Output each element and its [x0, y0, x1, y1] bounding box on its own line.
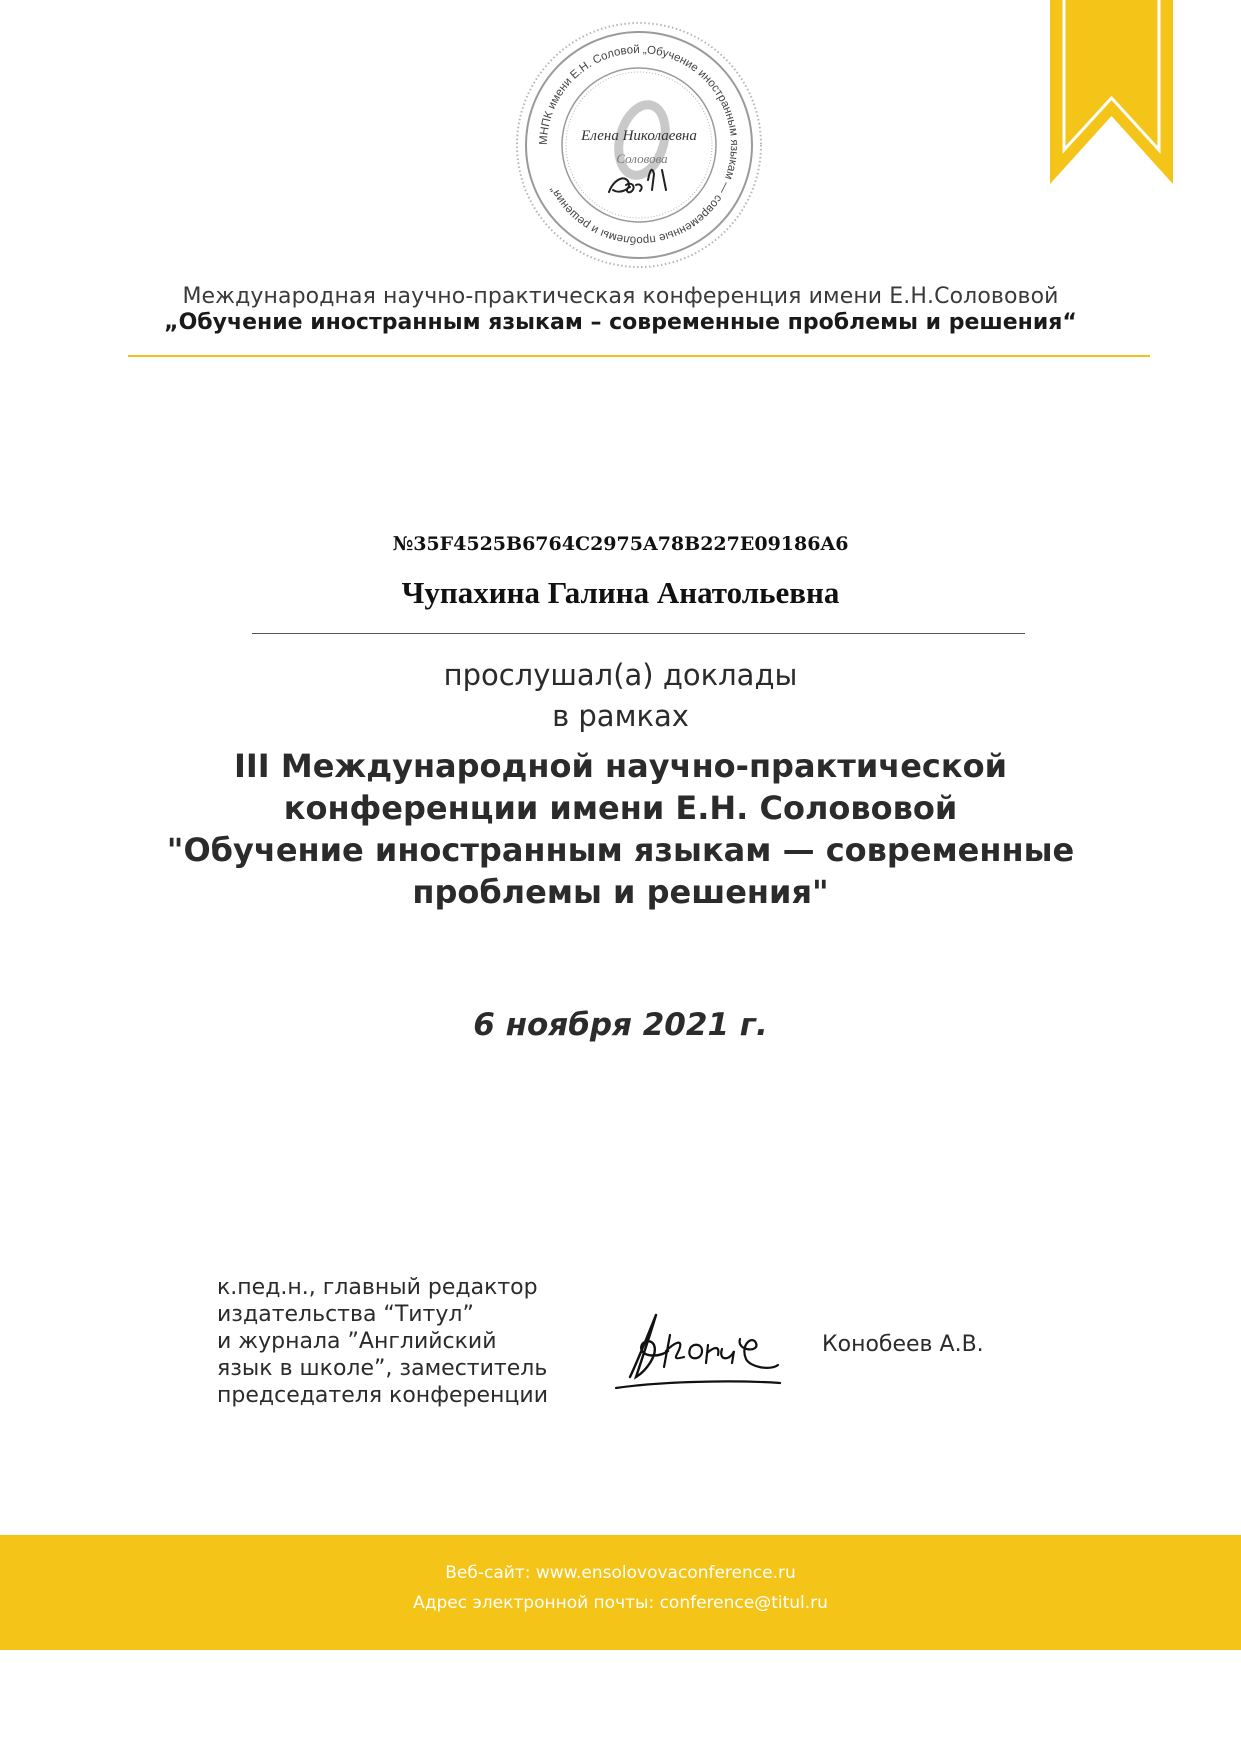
intro-line: прослушал(а) доклады — [443, 658, 798, 692]
conference-title — [0, 745, 1241, 913]
conference-title-line: "Обучение иностранным языкам — современные — [166, 831, 1075, 869]
certificate-number: №35F4525B6764C2975A78B227E09186A6 — [392, 533, 849, 555]
header-divider — [128, 355, 1150, 357]
signer-position-line: и журнала ”Английский — [217, 1329, 497, 1354]
footer-email[interactable]: Адрес электронной почты: conference@titul.ru — [413, 1593, 828, 1613]
conference-theme-header: „Обучение иностранным языкам – современные проблемы и решения“ — [164, 310, 1077, 335]
signer-position — [217, 1274, 548, 1409]
signer-position-line: председателя конференции — [217, 1383, 548, 1408]
seal-center-name: Елена Николаевна — [581, 128, 697, 144]
conference-seal-logo — [514, 20, 764, 270]
recipient-underline — [252, 633, 1025, 634]
signature-icon — [610, 1305, 785, 1400]
conference-title-line: проблемы и решения" — [412, 873, 829, 911]
conference-name-header: Международная научно-практическая конференция имени Е.Н.Солововой — [182, 284, 1059, 309]
bookmark-ribbon-decoration — [1050, 0, 1173, 184]
certificate-intro — [0, 655, 1241, 737]
seal-center-surname: Соловова — [616, 151, 668, 166]
recipient-name: Чупахина Галина Анатольевна — [401, 575, 840, 610]
signer-name: Конобеев А.В. — [822, 1332, 984, 1357]
signer-position-line: издательства “Титул” — [217, 1302, 474, 1327]
signer-position-line: к.пед.н., главный редактор — [217, 1275, 538, 1300]
footer-bar — [0, 1535, 1241, 1650]
conference-title-line: конференции имени Е.Н. Солововой — [283, 789, 958, 827]
certificate-date: 6 ноября 2021 г. — [473, 1007, 768, 1043]
signer-position-line: язык в школе”, заместитель — [217, 1356, 548, 1381]
seal-ring-text: МНПК имени Е.Н. Соловой „Обучение иностранным языкам — современные проблемы и решения" — [537, 43, 741, 247]
svg-text:МНПК имени Е.Н. Соловой „Обуче — [538, 44, 740, 246]
conference-title-line: III Международной научно-практической — [233, 747, 1007, 785]
intro-line: в рамках — [552, 699, 689, 733]
footer-website[interactable]: Веб-сайт: www.ensolovovaconference.ru — [445, 1563, 796, 1583]
